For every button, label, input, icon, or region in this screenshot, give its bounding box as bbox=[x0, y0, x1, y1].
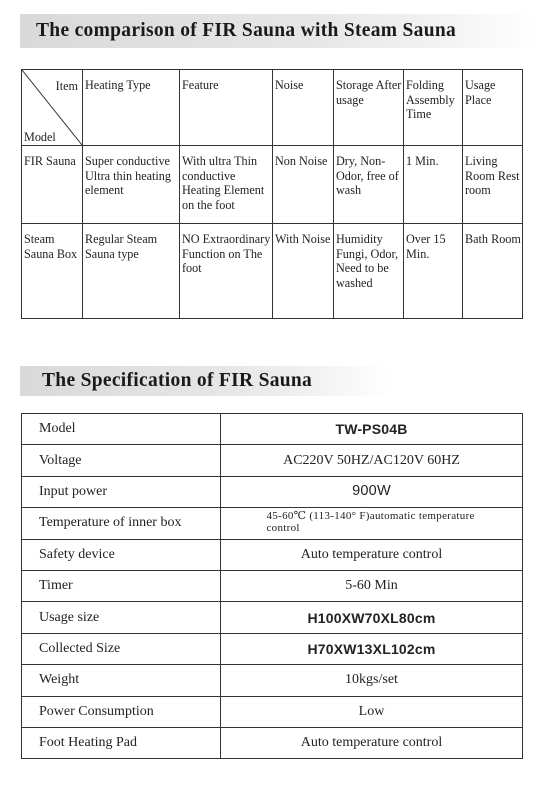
header-usage-place: Usage Place bbox=[463, 70, 523, 146]
model-cell: FIR Sauna bbox=[22, 146, 83, 224]
spec-value bbox=[221, 476, 523, 507]
comparison-header-row bbox=[22, 70, 523, 146]
spec-value: H70XW13XL102cm bbox=[221, 633, 523, 664]
spec-label: Usage size bbox=[22, 602, 221, 633]
table-cell: Super conductive Ultra thin heating element bbox=[83, 146, 180, 224]
table-cell: NO Extraordinary Function on The foot bbox=[180, 224, 273, 319]
table-cell: Dry, Non-Odor, free of wash bbox=[334, 146, 404, 224]
table-cell: Non Noise bbox=[273, 146, 334, 224]
spec-value: Auto temperature control bbox=[221, 539, 523, 570]
spec-value: TW-PS04B bbox=[221, 414, 523, 445]
spec-value: Low bbox=[221, 696, 523, 727]
specification-table bbox=[21, 413, 523, 759]
spec-row-power-consumption bbox=[22, 696, 523, 727]
spec-row-model bbox=[22, 414, 523, 445]
spec-label: Safety device bbox=[22, 539, 221, 570]
comparison-title: The comparison of FIR Sauna with Steam Sauna bbox=[20, 14, 540, 48]
table-cell: Regular Steam Sauna type bbox=[83, 224, 180, 319]
spec-label: Collected Size bbox=[22, 633, 221, 664]
spec-label: Foot Heating Pad bbox=[22, 727, 221, 758]
table-row bbox=[22, 146, 523, 224]
header-folding-time: Folding Assembly Time bbox=[404, 70, 463, 146]
spec-value: 5-60 Min bbox=[221, 570, 523, 601]
table-cell: Over 15 Min. bbox=[404, 224, 463, 319]
spec-label: Model bbox=[22, 414, 221, 445]
table-cell: Bath Room bbox=[463, 224, 523, 319]
specification-title: The Specification of FIR Sauna bbox=[20, 366, 390, 396]
spec-row-temperature bbox=[22, 508, 523, 539]
spec-label: Power Consumption bbox=[22, 696, 221, 727]
header-feature: Feature bbox=[180, 70, 273, 146]
comparison-table bbox=[21, 69, 523, 319]
spec-value-text: 900W bbox=[352, 483, 391, 500]
header-storage: Storage After usage bbox=[334, 70, 404, 146]
spec-value: AC220V 50HZ/AC120V 60HZ bbox=[221, 445, 523, 476]
spec-row-safety bbox=[22, 539, 523, 570]
spec-label: Temperature of inner box bbox=[22, 508, 221, 539]
table-cell: 1 Min. bbox=[404, 146, 463, 224]
spec-row-usage-size bbox=[22, 602, 523, 633]
spec-label: Weight bbox=[22, 665, 221, 696]
spec-label: Voltage bbox=[22, 445, 221, 476]
spec-value-text: 45-60℃ (113-140° F)automatic temperature control bbox=[266, 510, 475, 535]
table-row bbox=[22, 224, 523, 319]
spec-value bbox=[221, 508, 523, 539]
spec-row-timer bbox=[22, 570, 523, 601]
spec-row-input-power bbox=[22, 476, 523, 507]
spec-value: 10kgs/set bbox=[221, 665, 523, 696]
table-cell: Living Room Rest room bbox=[463, 146, 523, 224]
table-cell: With ultra Thin conductive Heating Element on the foot bbox=[180, 146, 273, 224]
spec-row-collected-size bbox=[22, 633, 523, 664]
spec-label: Timer bbox=[22, 570, 221, 601]
header-heating-type: Heating Type bbox=[83, 70, 180, 146]
spec-value: H100XW70XL80cm bbox=[221, 602, 523, 633]
spec-row-voltage bbox=[22, 445, 523, 476]
corner-cell bbox=[22, 70, 83, 146]
header-noise: Noise bbox=[273, 70, 334, 146]
spec-row-weight bbox=[22, 665, 523, 696]
spec-label: Input power bbox=[22, 476, 221, 507]
corner-model-label: Model bbox=[24, 129, 56, 144]
spec-value: Auto temperature control bbox=[221, 727, 523, 758]
table-cell: With Noise bbox=[273, 224, 334, 319]
corner-item-label: Item bbox=[55, 79, 78, 93]
table-cell: Humidity Fungi, Odor, Need to be washed bbox=[334, 224, 404, 319]
model-cell: Steam Sauna Box bbox=[22, 224, 83, 319]
spec-row-foot-heating-pad bbox=[22, 727, 523, 758]
